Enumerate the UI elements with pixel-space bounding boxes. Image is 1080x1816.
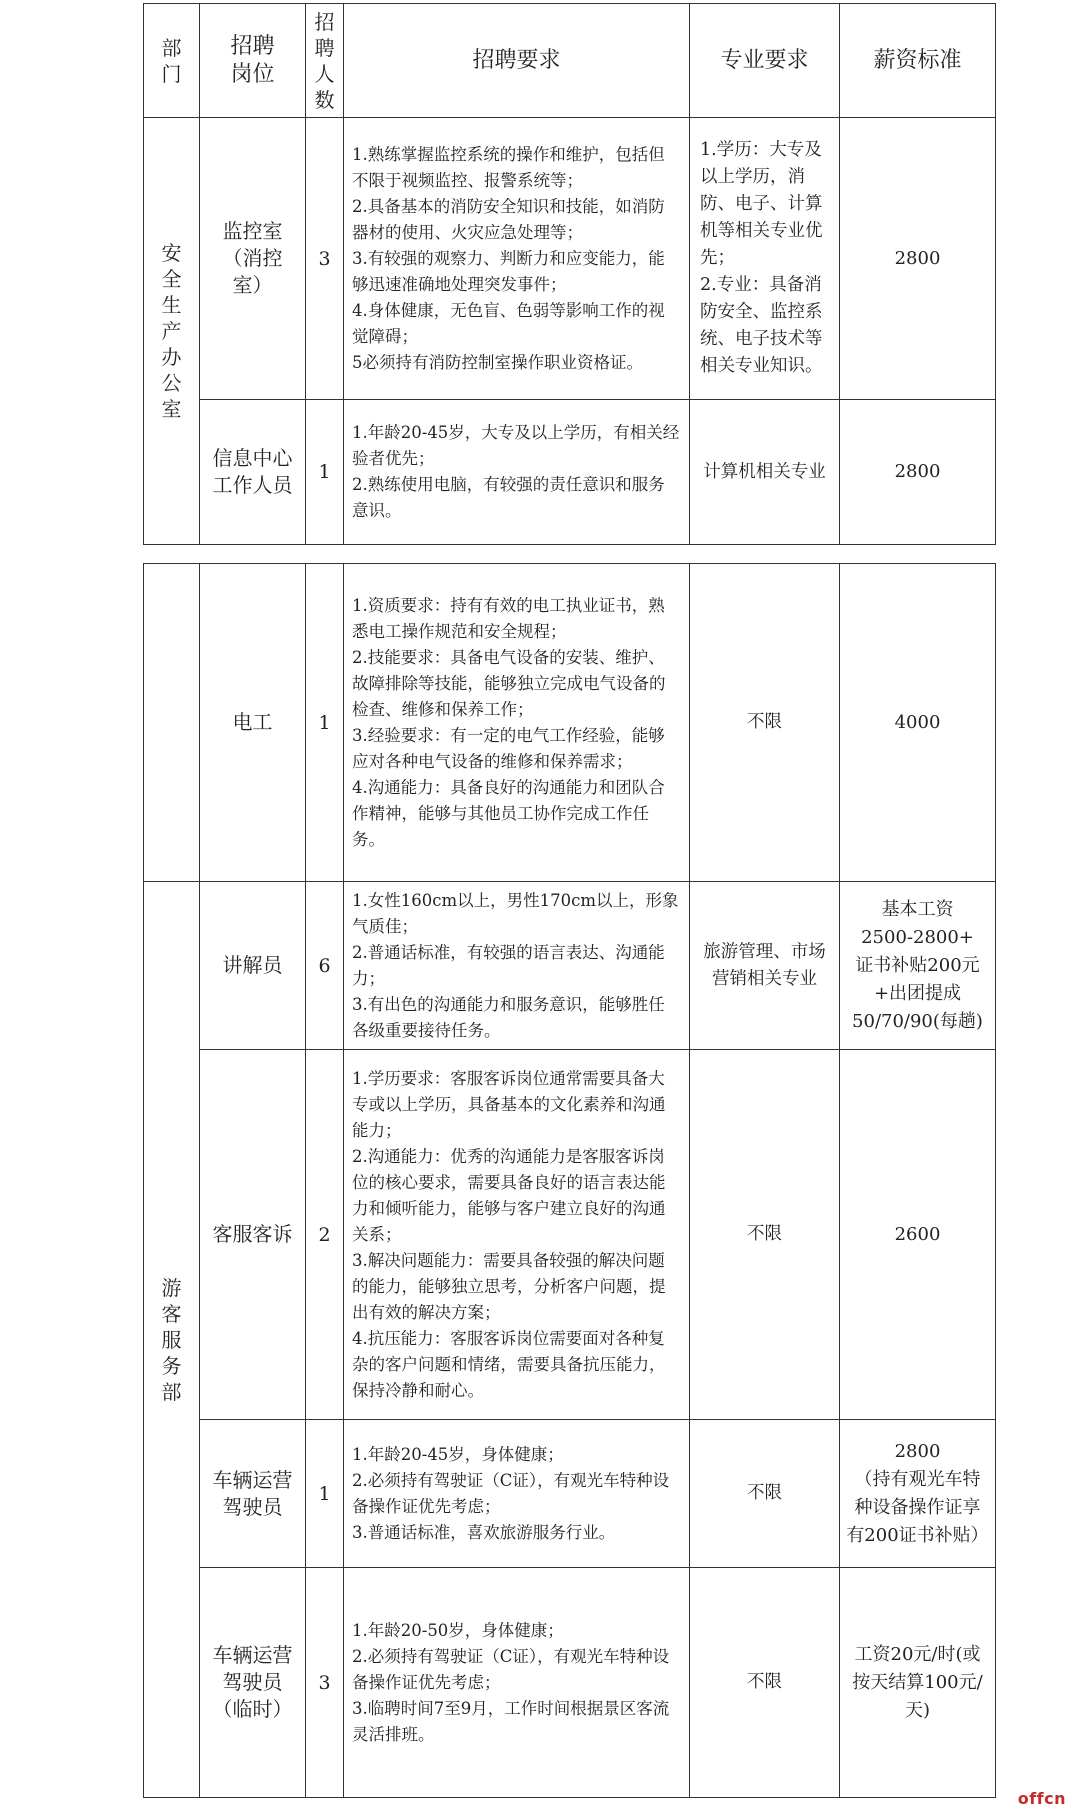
headcount: 1 xyxy=(306,1420,344,1568)
headcount: 1 xyxy=(306,564,344,882)
table-row xyxy=(144,564,996,882)
recruitment-table-1 xyxy=(143,3,996,545)
header-requirements: 招聘要求 xyxy=(344,4,690,118)
requirements-text: 1.年龄20-45岁，大专及以上学历，有相关经验者优先； 2.熟练使用电脑，有较强的责任意识和服务意识。 xyxy=(344,400,690,545)
header-major: 专业要求 xyxy=(690,4,840,118)
salary-text: 2800 xyxy=(840,118,996,400)
salary-text: 基本工资 2500-2800+ 证书补贴200元 +出团提成 50/70/90(每趟) xyxy=(840,882,996,1050)
position-name: 车辆运营驾驶员（临时） xyxy=(200,1568,306,1798)
major-text: 不限 xyxy=(690,1568,840,1798)
requirements-text: 1.年龄20-50岁，身体健康； 2.必须持有驾驶证（C证），有观光车特种设备操作证优先考虑； 3.临聘时间7至9月，工作时间根据景区客流灵活排班。 xyxy=(344,1568,690,1798)
salary-text: 2800 （持有观光车特种设备操作证享有200证书补贴） xyxy=(840,1420,996,1568)
position-name: 信息中心工作人员 xyxy=(200,400,306,545)
header-count: 招聘人数 xyxy=(314,9,335,112)
major-text: 不限 xyxy=(690,564,840,882)
headcount: 3 xyxy=(306,118,344,400)
header-position-cell xyxy=(200,4,306,118)
position-name: 客服客诉 xyxy=(200,1050,306,1420)
salary-text: 工资20元/时(或按天结算100元/天) xyxy=(840,1568,996,1798)
major-text: 不限 xyxy=(690,1050,840,1420)
dept-cell xyxy=(144,118,200,545)
salary-text: 2800 xyxy=(840,400,996,545)
dept-name: 游客服务部 xyxy=(161,1275,182,1404)
major-text: 1.学历：大专及以上学历，消防、电子、计算机等相关专业优先； 2.专业：具备消防安全、监控系统、电子技术等相关专业知识。 xyxy=(690,118,840,400)
header-dept: 部门 xyxy=(161,35,182,86)
salary-text: 2600 xyxy=(840,1050,996,1420)
headcount: 6 xyxy=(306,882,344,1050)
header-row xyxy=(144,4,996,118)
header-count-cell xyxy=(306,4,344,118)
dept-cell xyxy=(144,882,200,1798)
table-row xyxy=(144,1568,996,1798)
headcount: 3 xyxy=(306,1568,344,1798)
header-position: 招聘岗位 xyxy=(230,33,275,87)
requirements-text: 1.女性160cm以上，男性170cm以上，形象气质佳； 2.普通话标准，有较强的语言表达、沟通能力； 3.有出色的沟通能力和服务意识，能够胜任各级重要接待任务。 xyxy=(344,882,690,1050)
dept-cell-empty xyxy=(144,564,200,882)
requirements-text: 1.熟练掌握监控系统的操作和维护，包括但不限于视频监控、报警系统等； 2.具备基本的消防安全知识和技能，如消防器材的使用、火灾应急处理等； 3.有较强的观察力、判断力和应变能力，能够迅速准确地处理突发事件； 4.身体健康，无色盲、色弱等影响工作的视觉障碍； 5必须持有消防控制室操作职业资格证。 xyxy=(344,118,690,400)
major-text: 旅游管理、市场营销相关专业 xyxy=(690,882,840,1050)
headcount: 1 xyxy=(306,400,344,545)
table-row xyxy=(144,882,996,1050)
recruitment-table-2 xyxy=(143,563,996,1798)
major-text: 计算机相关专业 xyxy=(690,400,840,545)
dept-name: 安全生产办公室 xyxy=(161,241,182,421)
headcount: 2 xyxy=(306,1050,344,1420)
header-dept-cell xyxy=(144,4,200,118)
offcn-watermark: offcn xyxy=(1017,1789,1066,1808)
position-name: 监控室（消控室） xyxy=(200,118,306,400)
major-text: 不限 xyxy=(690,1420,840,1568)
position-name: 电工 xyxy=(200,564,306,882)
header-salary: 薪资标准 xyxy=(840,4,996,118)
table-row xyxy=(144,400,996,545)
table-row xyxy=(144,1420,996,1568)
position-name: 车辆运营驾驶员 xyxy=(200,1420,306,1568)
table-row xyxy=(144,1050,996,1420)
table-row xyxy=(144,118,996,400)
requirements-text: 1.资质要求：持有有效的电工执业证书，熟悉电工操作规范和安全规程； 2.技能要求：具备电气设备的安装、维护、故障排除等技能，能够独立完成电气设备的检查、维修和保养工作； 3.经验要求：有一定的电气工作经验，能够应对各种电气设备的维修和保养需求； 4.沟通能力：具备良好的沟通能力和团队合作精神，能够与其他员工协作完成工作任务。 xyxy=(344,564,690,882)
requirements-text: 1.学历要求：客服客诉岗位通常需要具备大专或以上学历，具备基本的文化素养和沟通能力； 2.沟通能力：优秀的沟通能力是客服客诉岗位的核心要求，需要具备良好的语言表达能力和倾听能力，能够与客户建立良好的沟通关系； 3.解决问题能力：需要具备较强的解决问题的能力，能够独立思考，分析客户问题，提出有效的解决方案； 4.抗压能力：客服客诉岗位需要面对各种复杂的客户问题和情绪，需要具备抗压能力，保持冷静和耐心。 xyxy=(344,1050,690,1420)
requirements-text: 1.年龄20-45岁，身体健康； 2.必须持有驾驶证（C证），有观光车特种设备操作证优先考虑； 3.普通话标准，喜欢旅游服务行业。 xyxy=(344,1420,690,1568)
position-name: 讲解员 xyxy=(200,882,306,1050)
salary-text: 4000 xyxy=(840,564,996,882)
